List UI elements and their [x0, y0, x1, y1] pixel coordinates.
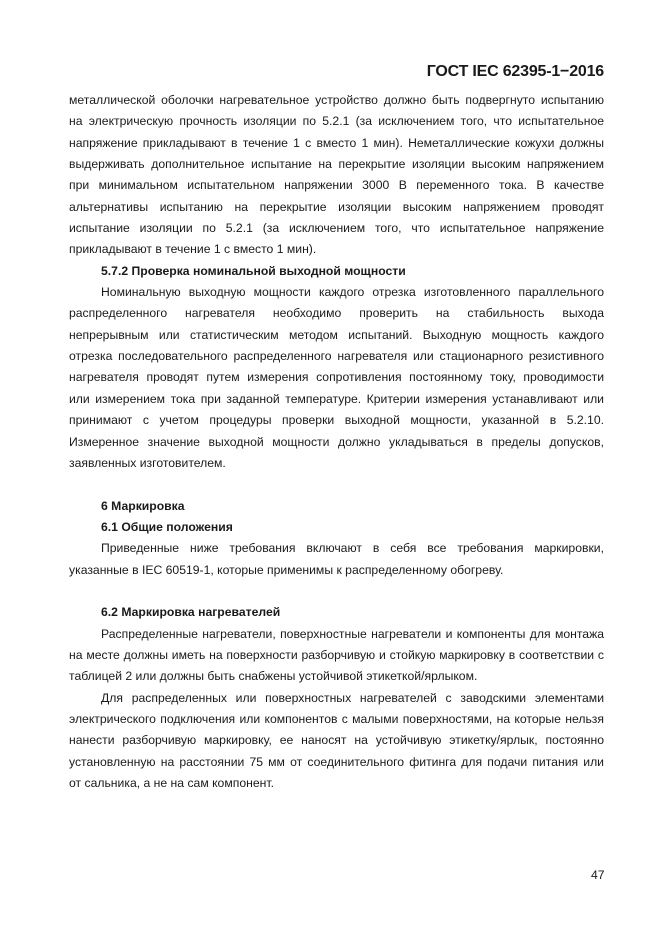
- paragraph-line: Измеренное значение выходной мощности должно укладываться в пределы допусков,: [69, 434, 604, 449]
- paragraph-line: Номинальную выходную мощности каждого отрезка изготовленного параллельного: [101, 285, 604, 300]
- paragraph-line: или измерением тока при заданной температуре. Критерии измерения устанавливают или: [69, 391, 604, 406]
- paragraph-line: принимают с учетом процедуры проверки выходной мощности, указанной в 5.2.10.: [69, 413, 604, 428]
- document-header-title: ГОСТ IEC 62395-1−2016: [426, 63, 604, 80]
- paragraph-line: распределенного нагревателя необходимо проверить на стабильность выхода: [69, 306, 604, 321]
- page-number: 47: [591, 868, 605, 882]
- paragraph-line: металлической оболочки нагревательное устройство должно быть подвергнуто испытанию: [69, 93, 604, 107]
- paragraph-line: выдерживать дополнительное испытание на перекрытие изоляции высоким напряжением: [69, 157, 604, 172]
- blank-line: [69, 474, 604, 495]
- paragraph-line: от сальника, а не на сам компонент.: [69, 776, 274, 790]
- paragraph-line: Распределенные нагреватели, поверхностные нагреватели и компоненты для монтажа: [101, 626, 604, 641]
- paragraph-line: прикладывают в течение 1 с вместо 1 мин).: [69, 242, 317, 257]
- paragraph-line: непрерывным или статистическим методом испытаний. Выходную мощность каждого: [69, 327, 604, 342]
- paragraph-line: отрезка последовательного распределенного нагревателя или стационарного резистивного: [69, 349, 604, 364]
- paragraph: [69, 282, 604, 474]
- paragraph-line: Для распределенных или поверхностных нагревателей с заводскими элементами: [101, 690, 604, 705]
- paragraph-line: таблицей 2 или должны быть снабжены устойчивой этикеткой/ярлыком.: [69, 669, 478, 684]
- paragraph-line: альтернативы испытанию на перекрытие изоляции высоким напряжением проводят: [69, 199, 604, 214]
- paragraph-line: указанные в IEC 60519-1, которые применимы к распределенному обогреву.: [69, 562, 504, 577]
- paragraph-line: установленную на расстоянии 75 мм от соединительного фитинга для подачи питания или: [69, 754, 604, 769]
- section-heading: 5.7.2 Проверка номинальной выходной мощности: [101, 263, 406, 278]
- section-heading: 6.2 Маркировка нагревателей: [101, 605, 281, 620]
- paragraph: [69, 688, 604, 795]
- blank-line: [69, 581, 604, 602]
- paragraph-line: нанести разборчивую маркировку, ее наносят на устойчивую этикетку/ярлык, постоянно: [69, 733, 604, 748]
- paragraph: [69, 90, 604, 261]
- section-heading: 6.1 Общие положения: [101, 519, 233, 534]
- document-body: [69, 90, 604, 794]
- paragraph: [69, 624, 604, 688]
- paragraph-line: на месте должны иметь на поверхности разборчивую и стойкую маркировку в соответствии с: [69, 647, 604, 662]
- section-heading: 6 Маркировка: [101, 498, 185, 513]
- paragraph: [69, 538, 604, 581]
- paragraph-line: электрического подключения или компонентов с малыми поверхностями, на которые нельзя: [69, 711, 604, 726]
- paragraph-line: испытание изоляции по 5.2.1 (за исключением того, что испытательное напряжение: [69, 221, 604, 236]
- paragraph-line: нагревателя проводят путем измерения сопротивления постоянному току, проводимости: [69, 370, 604, 385]
- paragraph-line: на электрическую прочность изоляции по 5.2.1 (за исключением того, что испытательное: [69, 114, 604, 129]
- paragraph-line: Приведенные ниже требования включают в себя все требования маркировки,: [101, 541, 604, 556]
- paragraph-line: при минимальном испытательном напряжении 3000 В переменного тока. В качестве: [69, 178, 604, 193]
- paragraph-line: заявленных изготовителем.: [69, 455, 226, 470]
- paragraph-line: напряжение прикладывают в течение 1 с вместо 1 мин). Неметаллические кожухи должны: [69, 135, 604, 150]
